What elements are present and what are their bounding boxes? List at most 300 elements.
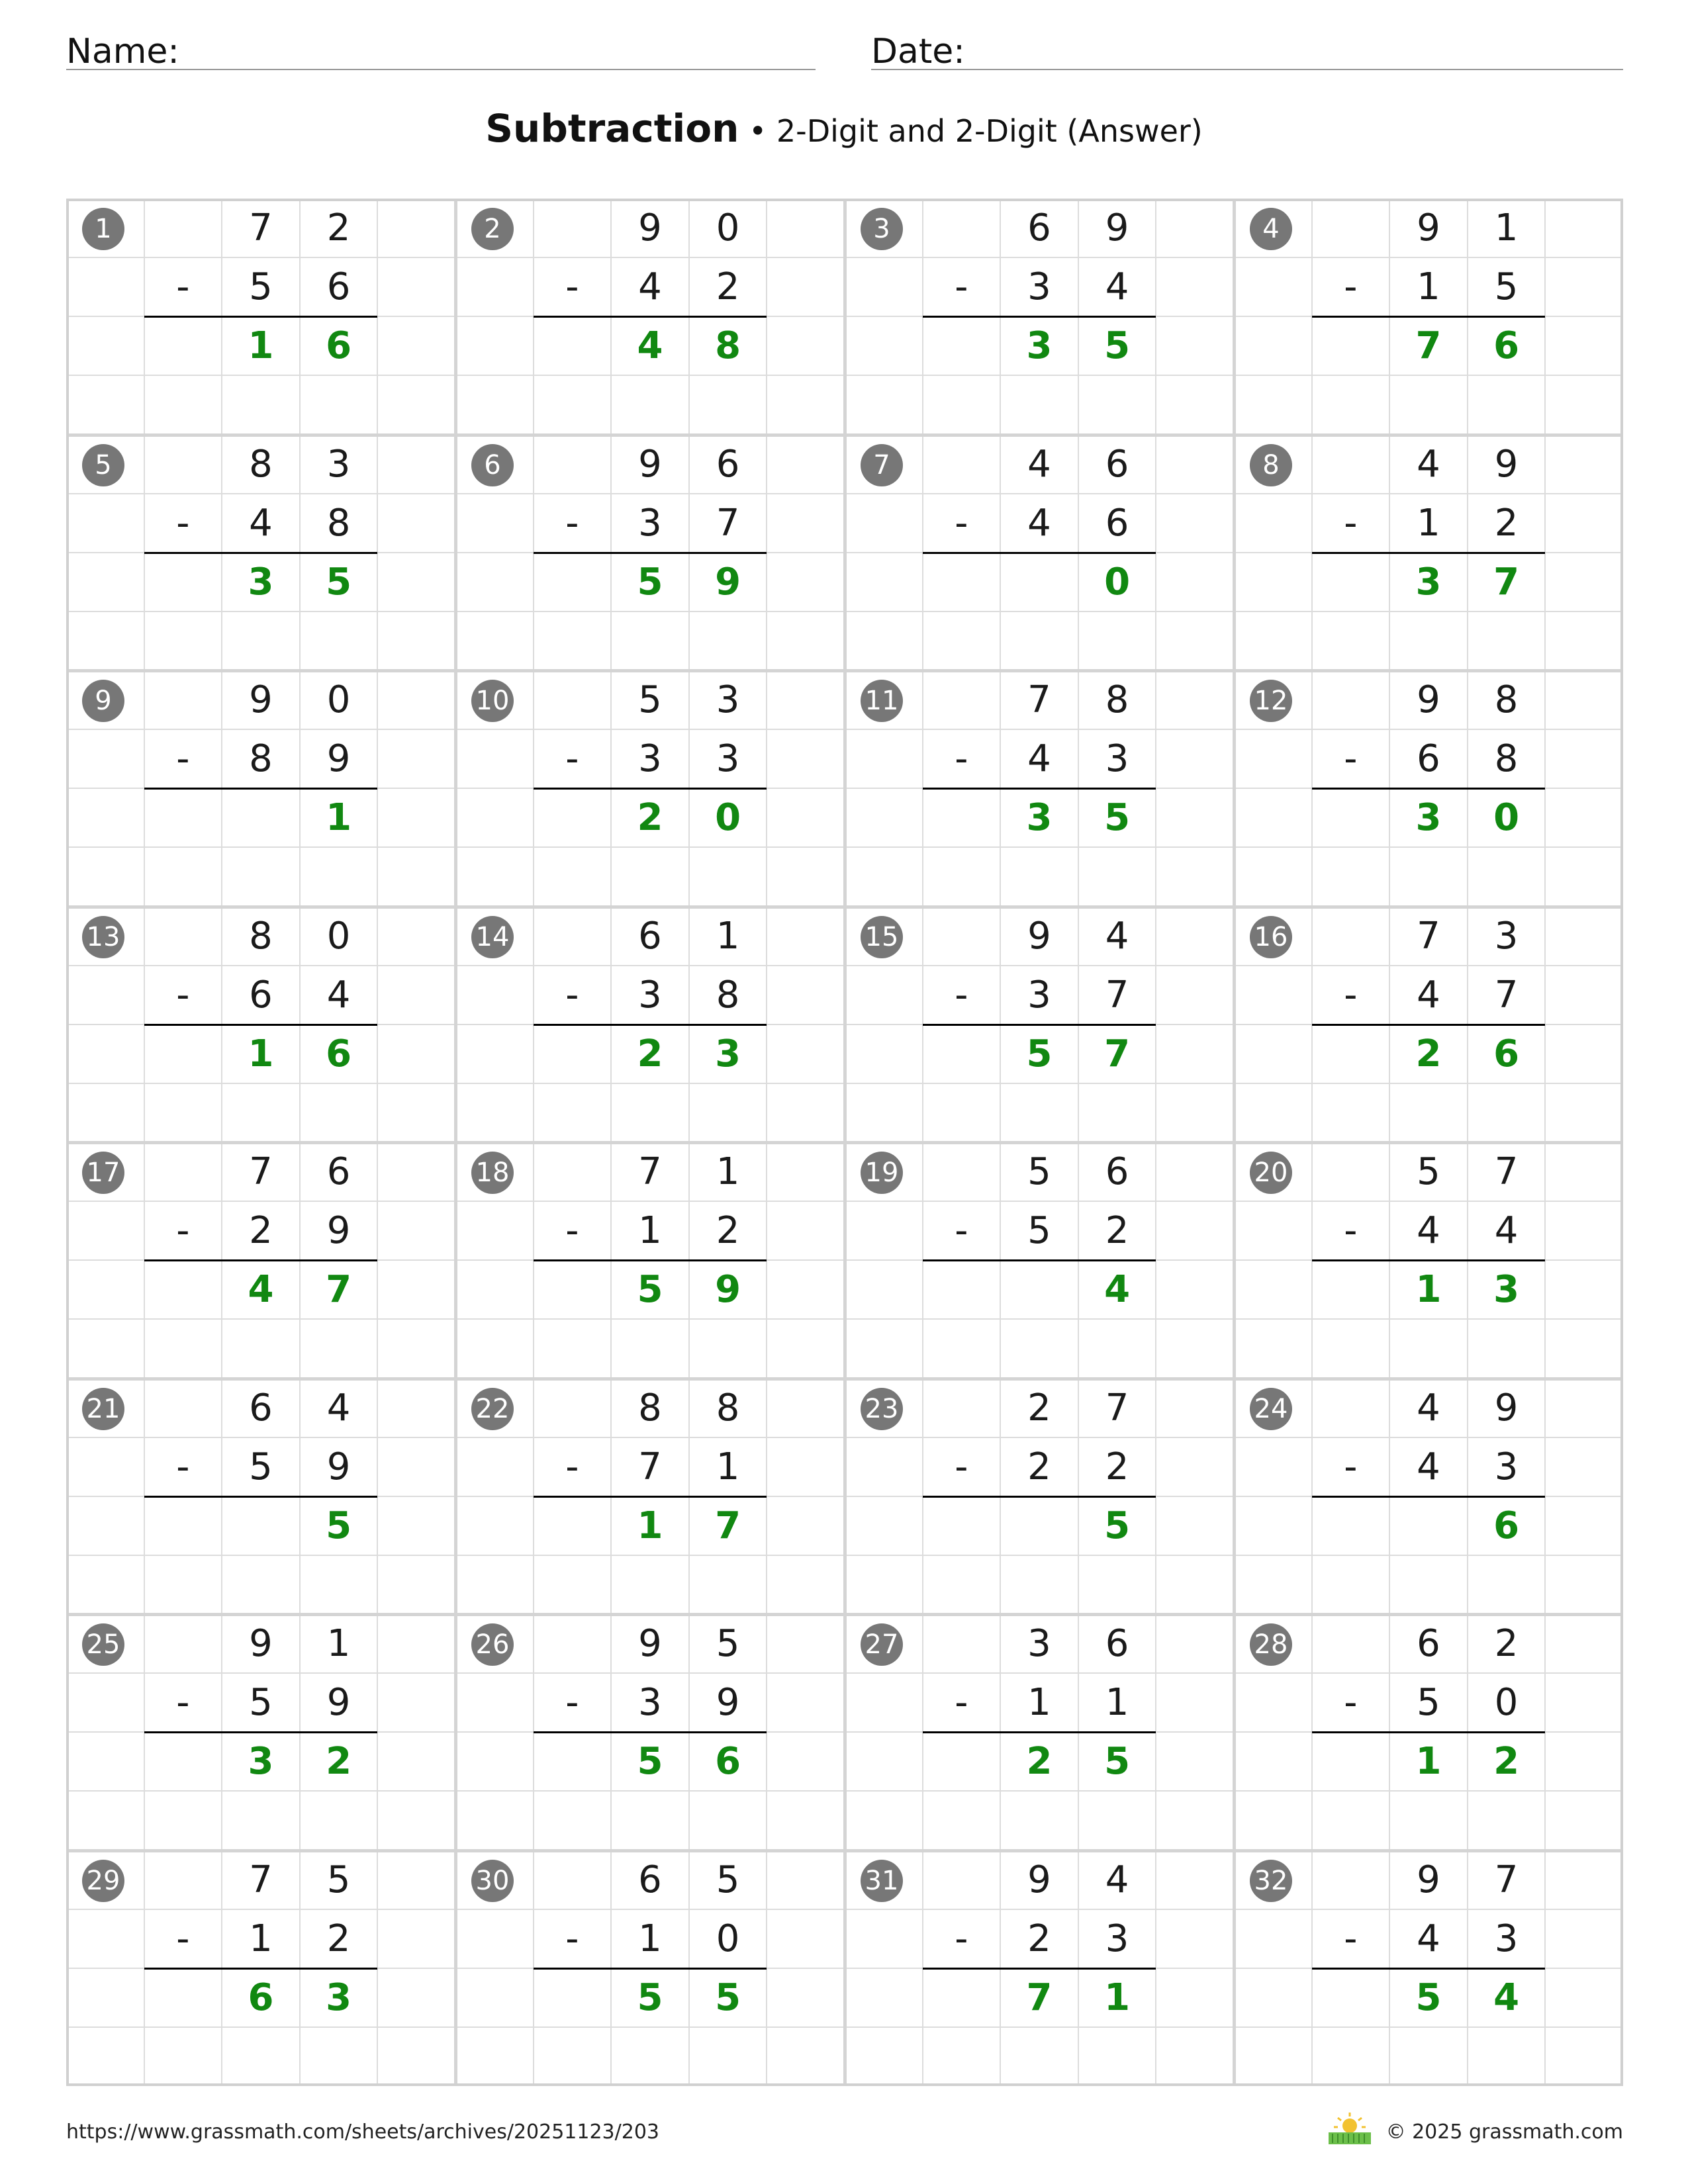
answer-digit[interactable]: 3: [1415, 560, 1442, 604]
minus-sign: -: [176, 265, 190, 309]
minuend-digit: 4: [1027, 442, 1051, 486]
answer-digit[interactable]: 2: [1026, 1740, 1053, 1784]
minus-sign: -: [176, 1917, 190, 1960]
answer-digit[interactable]: 3: [248, 560, 274, 604]
subtrahend-digit: 5: [249, 265, 273, 309]
name-label: Name:: [66, 32, 179, 71]
minuend-digit: 8: [1105, 678, 1129, 721]
problem-number-badge: 2: [471, 208, 514, 250]
minuend-digit: 6: [638, 1858, 662, 1901]
problem-number-badge: 10: [471, 680, 514, 722]
answer-digit[interactable]: 1: [248, 324, 274, 368]
answer-digit[interactable]: 7: [326, 1268, 352, 1312]
subtrahend-digit: 4: [1417, 973, 1440, 1017]
answer-digit[interactable]: 5: [637, 1268, 663, 1312]
subtrahend-digit: 4: [1027, 737, 1051, 781]
subtrahend-digit: 4: [1417, 1445, 1440, 1488]
subtrahend-digit: 1: [716, 1445, 740, 1488]
problem: [1234, 199, 1623, 435]
minuend-digit: 3: [716, 678, 740, 721]
date-label: Date:: [871, 32, 965, 71]
problem-number-badge: 30: [471, 1860, 514, 1902]
problem: [455, 1614, 845, 1850]
minus-sign: -: [955, 501, 968, 545]
subtrahend-digit: 4: [1417, 1917, 1440, 1960]
subtrahend-digit: 4: [1417, 1209, 1440, 1253]
answer-line: [923, 1259, 1156, 1261]
answer-digit[interactable]: 1: [1104, 1976, 1131, 2019]
minuend-digit: 2: [326, 206, 351, 250]
minuend-digit: 7: [1494, 1858, 1519, 1901]
problem: [455, 670, 845, 907]
answer-digit[interactable]: 2: [1493, 1740, 1520, 1784]
problem: [66, 435, 455, 671]
problem-number-badge: 15: [861, 916, 903, 958]
minus-sign: -: [1344, 1445, 1358, 1488]
problem-number-badge: 12: [1250, 680, 1292, 722]
problem: [1234, 670, 1623, 907]
subtrahend-digit: 9: [326, 1681, 351, 1725]
minuend-digit: 1: [326, 1622, 351, 1665]
subtrahend-digit: 6: [326, 265, 351, 309]
minuend-digit: 4: [326, 1386, 351, 1430]
subtrahend-digit: 8: [326, 501, 351, 545]
problem-number-badge: 13: [82, 916, 124, 958]
answer-digit[interactable]: 6: [248, 1976, 274, 2019]
problem: [845, 1614, 1234, 1850]
minus-sign: -: [955, 737, 968, 781]
subtrahend-digit: 4: [1494, 1209, 1519, 1253]
answer-digit[interactable]: 9: [715, 1268, 741, 1312]
answer-line: [1312, 1731, 1546, 1733]
minuend-digit: 8: [249, 442, 273, 486]
answer-digit[interactable]: 2: [637, 796, 663, 840]
minuend-digit: 6: [1105, 442, 1129, 486]
minuend-digit: 4: [1417, 442, 1440, 486]
minuend-digit: 3: [1027, 1622, 1051, 1665]
minus-sign: -: [176, 973, 190, 1017]
problem: [845, 1850, 1234, 2087]
problem: [66, 1379, 455, 1615]
problem-number-badge: 24: [1250, 1388, 1292, 1430]
minuend-digit: 6: [249, 1386, 273, 1430]
minuend-digit: 3: [326, 442, 351, 486]
problem: [1234, 907, 1623, 1143]
answer-line: [144, 552, 378, 554]
problem-number-badge: 8: [1250, 444, 1292, 486]
minuend-digit: 9: [638, 442, 662, 486]
subtrahend-digit: 2: [1027, 1445, 1051, 1488]
problem: [66, 1614, 455, 1850]
answer-line: [1312, 1968, 1546, 1970]
answer-line: [1312, 552, 1546, 554]
problem-number-badge: 17: [82, 1152, 124, 1194]
subtrahend-digit: 4: [326, 973, 351, 1017]
problem-number-badge: 3: [861, 208, 903, 250]
minuend-digit: 7: [638, 1150, 662, 1193]
minuend-digit: 7: [249, 206, 273, 250]
date-field[interactable]: [871, 26, 1623, 70]
answer-digit[interactable]: 0: [715, 796, 741, 840]
problem: [845, 907, 1234, 1143]
answer-digit[interactable]: 6: [326, 1032, 352, 1075]
minuend-digit: 6: [326, 1150, 351, 1193]
problem-number-badge: 20: [1250, 1152, 1292, 1194]
subtrahend-digit: 6: [1417, 737, 1440, 781]
minus-sign: -: [565, 1445, 579, 1488]
title-main: Subtraction: [485, 106, 739, 151]
subtrahend-digit: 2: [1027, 1917, 1051, 1960]
minuend-digit: 7: [1105, 1386, 1129, 1430]
answer-digit[interactable]: 1: [248, 1032, 274, 1075]
minus-sign: -: [1344, 265, 1358, 309]
answer-digit[interactable]: 2: [637, 1032, 663, 1075]
answer-digit[interactable]: 3: [715, 1032, 741, 1075]
answer-digit[interactable]: 4: [1493, 1976, 1520, 2019]
subtrahend-digit: 2: [326, 1917, 351, 1960]
problem: [1234, 435, 1623, 671]
answer-digit[interactable]: 6: [326, 324, 352, 368]
problem: [455, 1142, 845, 1379]
answer-digit[interactable]: 1: [1415, 1268, 1442, 1312]
subtrahend-digit: 4: [1027, 501, 1051, 545]
answer-line: [923, 1731, 1156, 1733]
minuend-digit: 4: [1105, 914, 1129, 958]
grass-sun-logo-icon: [1327, 2111, 1372, 2146]
minuend-digit: 5: [1417, 1150, 1440, 1193]
problem: [845, 199, 1234, 435]
subtrahend-digit: 6: [249, 973, 273, 1017]
subtrahend-digit: 5: [1417, 1681, 1440, 1725]
answer-digit[interactable]: 5: [637, 560, 663, 604]
answer-digit[interactable]: 4: [1104, 1268, 1131, 1312]
minuend-digit: 6: [638, 914, 662, 958]
answer-digit[interactable]: 7: [1104, 1032, 1131, 1075]
answer-digit[interactable]: 6: [715, 1740, 741, 1784]
minuend-digit: 9: [1417, 1858, 1440, 1901]
answer-digit[interactable]: 9: [715, 560, 741, 604]
minus-sign: -: [955, 973, 968, 1017]
answer-line: [1312, 1259, 1546, 1261]
minuend-digit: 9: [1494, 442, 1519, 486]
answer-line: [144, 1259, 378, 1261]
answer-line: [534, 1731, 767, 1733]
answer-digit[interactable]: 3: [1415, 796, 1442, 840]
minuend-digit: 2: [1027, 1386, 1051, 1430]
answer-line: [534, 1496, 767, 1498]
minus-sign: -: [565, 265, 579, 309]
problem: [455, 199, 845, 435]
minus-sign: -: [1344, 1681, 1358, 1725]
subtrahend-digit: 6: [1105, 501, 1129, 545]
minuend-digit: 9: [638, 206, 662, 250]
answer-digit[interactable]: 5: [1104, 1504, 1131, 1547]
minus-sign: -: [565, 1917, 579, 1960]
answer-digit[interactable]: 2: [1415, 1032, 1442, 1075]
answer-digit[interactable]: 3: [248, 1740, 274, 1784]
minuend-digit: 1: [716, 914, 740, 958]
problem: [845, 435, 1234, 671]
subtrahend-digit: 3: [1494, 1445, 1519, 1488]
problem-number-badge: 27: [861, 1623, 903, 1666]
problem: [455, 1850, 845, 2087]
problem: [1234, 1850, 1623, 2087]
minuend-digit: 5: [326, 1858, 351, 1901]
minuend-digit: 2: [1494, 1622, 1519, 1665]
answer-line: [923, 788, 1156, 790]
subtrahend-digit: 1: [1027, 1681, 1051, 1725]
problem: [66, 907, 455, 1143]
minus-sign: -: [955, 1209, 968, 1253]
answer-digit[interactable]: 5: [1104, 796, 1131, 840]
problem-number-badge: 4: [1250, 208, 1292, 250]
answer-digit[interactable]: 0: [1493, 796, 1520, 840]
answer-digit[interactable]: 6: [1493, 1504, 1520, 1547]
subtrahend-digit: 7: [1494, 973, 1519, 1017]
minus-sign: -: [1344, 1209, 1358, 1253]
minuend-digit: 1: [716, 1150, 740, 1193]
answer-digit[interactable]: 1: [326, 796, 352, 840]
answer-line: [923, 1024, 1156, 1026]
subtrahend-digit: 4: [249, 501, 273, 545]
problem-number-badge: 7: [861, 444, 903, 486]
minuend-digit: 0: [326, 678, 351, 721]
problem: [1234, 1379, 1623, 1615]
problem-number-badge: 26: [471, 1623, 514, 1666]
subtrahend-digit: 1: [638, 1917, 662, 1960]
minuend-digit: 8: [716, 1386, 740, 1430]
subtrahend-digit: 4: [1105, 265, 1129, 309]
subtrahend-digit: 0: [1494, 1681, 1519, 1725]
subtrahend-digit: 1: [1105, 1681, 1129, 1725]
answer-line: [534, 552, 767, 554]
answer-digit[interactable]: 0: [1104, 560, 1131, 604]
title-separator: •: [739, 113, 776, 149]
answer-line: [534, 1968, 767, 1970]
answer-digit[interactable]: [1000, 1496, 1078, 1555]
subtrahend-digit: 2: [716, 265, 740, 309]
subtrahend-digit: 1: [249, 1917, 273, 1960]
answer-line: [144, 1024, 378, 1026]
footer-copyright: © 2025 grassmath.com: [1385, 2120, 1623, 2144]
subtrahend-digit: 9: [326, 737, 351, 781]
answer-digit[interactable]: 3: [326, 1976, 352, 2019]
minuend-digit: 8: [638, 1386, 662, 1430]
subtrahend-digit: 7: [716, 501, 740, 545]
subtrahend-digit: 2: [1105, 1209, 1129, 1253]
answer-line: [923, 1968, 1156, 1970]
answer-digit[interactable]: 7: [715, 1504, 741, 1547]
subtrahend-digit: 8: [249, 737, 273, 781]
subtrahend-digit: 3: [1494, 1917, 1519, 1960]
problem-number-badge: 22: [471, 1388, 514, 1430]
answer-digit[interactable]: 8: [715, 324, 741, 368]
problem-number-badge: 28: [1250, 1623, 1292, 1666]
problem: [1234, 1142, 1623, 1379]
answer-line: [534, 788, 767, 790]
subtrahend-digit: 5: [1027, 1209, 1051, 1253]
minuend-digit: 4: [1417, 1386, 1440, 1430]
answer-line: [534, 1259, 767, 1261]
minuend-digit: 8: [249, 914, 273, 958]
answer-line: [923, 552, 1156, 554]
minuend-digit: 8: [1494, 678, 1519, 721]
answer-digit[interactable]: 5: [637, 1740, 663, 1784]
subtrahend-digit: 2: [1494, 501, 1519, 545]
minuend-digit: 5: [716, 1622, 740, 1665]
minuend-digit: 9: [1494, 1386, 1519, 1430]
minuend-digit: 0: [716, 206, 740, 250]
answer-digit[interactable]: 5: [1104, 1740, 1131, 1784]
answer-digit[interactable]: 1: [637, 1504, 663, 1547]
subtrahend-digit: 7: [638, 1445, 662, 1488]
minuend-digit: 5: [1027, 1150, 1051, 1193]
minus-sign: -: [1344, 501, 1358, 545]
subtrahend-digit: 3: [716, 737, 740, 781]
minuend-digit: 1: [1494, 206, 1519, 250]
minuend-digit: 9: [1417, 678, 1440, 721]
minuend-digit: 7: [1027, 678, 1051, 721]
problem: [845, 1379, 1234, 1615]
answer-digit[interactable]: 5: [637, 1976, 663, 2019]
problem-number-badge: 23: [861, 1388, 903, 1430]
subtrahend-digit: 4: [638, 265, 662, 309]
minus-sign: -: [955, 1917, 968, 1960]
problem-number-badge: 14: [471, 916, 514, 958]
answer-line: [923, 1496, 1156, 1498]
subtrahend-digit: 8: [716, 973, 740, 1017]
minus-sign: -: [1344, 1917, 1358, 1960]
problem-number-badge: 16: [1250, 916, 1292, 958]
minus-sign: -: [176, 1209, 190, 1253]
answer-line: [534, 1024, 767, 1026]
minus-sign: -: [176, 501, 190, 545]
problem-number-badge: 29: [82, 1860, 124, 1902]
subtrahend-digit: 3: [1105, 737, 1129, 781]
subtrahend-digit: 1: [1417, 265, 1440, 309]
minuend-digit: 9: [1417, 206, 1440, 250]
answer-digit[interactable]: 2: [326, 1740, 352, 1784]
problem: [845, 670, 1234, 907]
subtrahend-digit: 5: [1494, 265, 1519, 309]
minus-sign: -: [955, 1681, 968, 1725]
minuend-digit: 7: [1417, 914, 1440, 958]
problem-number-badge: 11: [861, 680, 903, 722]
minus-sign: -: [176, 737, 190, 781]
subtrahend-digit: 1: [638, 1209, 662, 1253]
answer-line: [1312, 316, 1546, 318]
answer-digit[interactable]: 7: [1493, 560, 1520, 604]
answer-digit[interactable]: [1000, 553, 1078, 612]
answer-line: [144, 1731, 378, 1733]
answer-digit[interactable]: 5: [326, 1504, 352, 1547]
subtrahend-digit: 1: [1417, 501, 1440, 545]
minus-sign: -: [565, 737, 579, 781]
minuend-digit: 7: [249, 1858, 273, 1901]
answer-digit[interactable]: [1000, 1260, 1078, 1319]
name-field[interactable]: [66, 26, 816, 70]
answer-line: [144, 788, 378, 790]
subtrahend-digit: 3: [1105, 1917, 1129, 1960]
answer-digit[interactable]: 5: [326, 560, 352, 604]
answer-digit[interactable]: 4: [637, 324, 663, 368]
problem-number-badge: 31: [861, 1860, 903, 1902]
answer-line: [144, 316, 378, 318]
answer-digit[interactable]: 7: [1415, 324, 1442, 368]
answer-line: [1312, 788, 1546, 790]
answer-digit[interactable]: 5: [1104, 324, 1131, 368]
answer-digit[interactable]: [1389, 1496, 1468, 1555]
subtrahend-digit: 7: [1105, 973, 1129, 1017]
answer-digit[interactable]: 6: [1493, 324, 1520, 368]
problem: [66, 1142, 455, 1379]
minuend-digit: 7: [249, 1150, 273, 1193]
worksheet-title: [0, 106, 1688, 151]
problem: [845, 1142, 1234, 1379]
problem: [66, 199, 455, 435]
minus-sign: -: [565, 1681, 579, 1725]
answer-digit[interactable]: 5: [1415, 1976, 1442, 2019]
subtrahend-digit: 8: [1494, 737, 1519, 781]
answer-digit[interactable]: 3: [1026, 324, 1053, 368]
footer-url: https://www.grassmath.com/sheets/archives/20251123/203: [66, 2120, 660, 2144]
minuend-digit: 6: [1105, 1622, 1129, 1665]
answer-line: [1312, 1496, 1546, 1498]
problem-number-badge: 1: [82, 208, 124, 250]
subtrahend-digit: 2: [1105, 1445, 1129, 1488]
minuend-digit: 3: [1494, 914, 1519, 958]
subtrahend-digit: 3: [638, 737, 662, 781]
minuend-digit: 6: [716, 442, 740, 486]
minuend-digit: 9: [1105, 206, 1129, 250]
problem-number-badge: 5: [82, 444, 124, 486]
subtrahend-digit: 9: [716, 1681, 740, 1725]
answer-digit[interactable]: 3: [1026, 796, 1053, 840]
problem: [66, 670, 455, 907]
title-subtitle: 2-Digit and 2-Digit (Answer): [776, 113, 1203, 149]
subtrahend-digit: 3: [1027, 265, 1051, 309]
answer-digit[interactable]: 3: [1493, 1268, 1520, 1312]
minuend-digit: 6: [1417, 1622, 1440, 1665]
answer-digit[interactable]: 6: [1493, 1032, 1520, 1075]
answer-digit[interactable]: 5: [1026, 1032, 1053, 1075]
minus-sign: -: [176, 1681, 190, 1725]
answer-digit[interactable]: 5: [715, 1976, 741, 2019]
subtrahend-digit: 3: [638, 1681, 662, 1725]
minus-sign: -: [565, 973, 579, 1017]
answer-digit[interactable]: 7: [1026, 1976, 1053, 2019]
problem: [66, 1850, 455, 2087]
subtrahend-digit: 9: [326, 1445, 351, 1488]
problem-number-badge: 19: [861, 1152, 903, 1194]
answer-digit[interactable]: [222, 1496, 300, 1555]
answer-line: [923, 316, 1156, 318]
subtrahend-digit: 5: [249, 1445, 273, 1488]
answer-digit[interactable]: 4: [248, 1268, 274, 1312]
answer-digit[interactable]: 1: [1415, 1740, 1442, 1784]
answer-digit[interactable]: [222, 788, 300, 847]
problem-number-badge: 18: [471, 1152, 514, 1194]
problem-number-badge: 9: [82, 680, 124, 722]
problem: [1234, 1614, 1623, 1850]
minus-sign: -: [176, 1445, 190, 1488]
minuend-digit: 4: [1105, 1858, 1129, 1901]
subtrahend-digit: 0: [716, 1917, 740, 1960]
problem: [455, 907, 845, 1143]
minuend-digit: 5: [716, 1858, 740, 1901]
minus-sign: -: [1344, 973, 1358, 1017]
problem-number-badge: 32: [1250, 1860, 1292, 1902]
